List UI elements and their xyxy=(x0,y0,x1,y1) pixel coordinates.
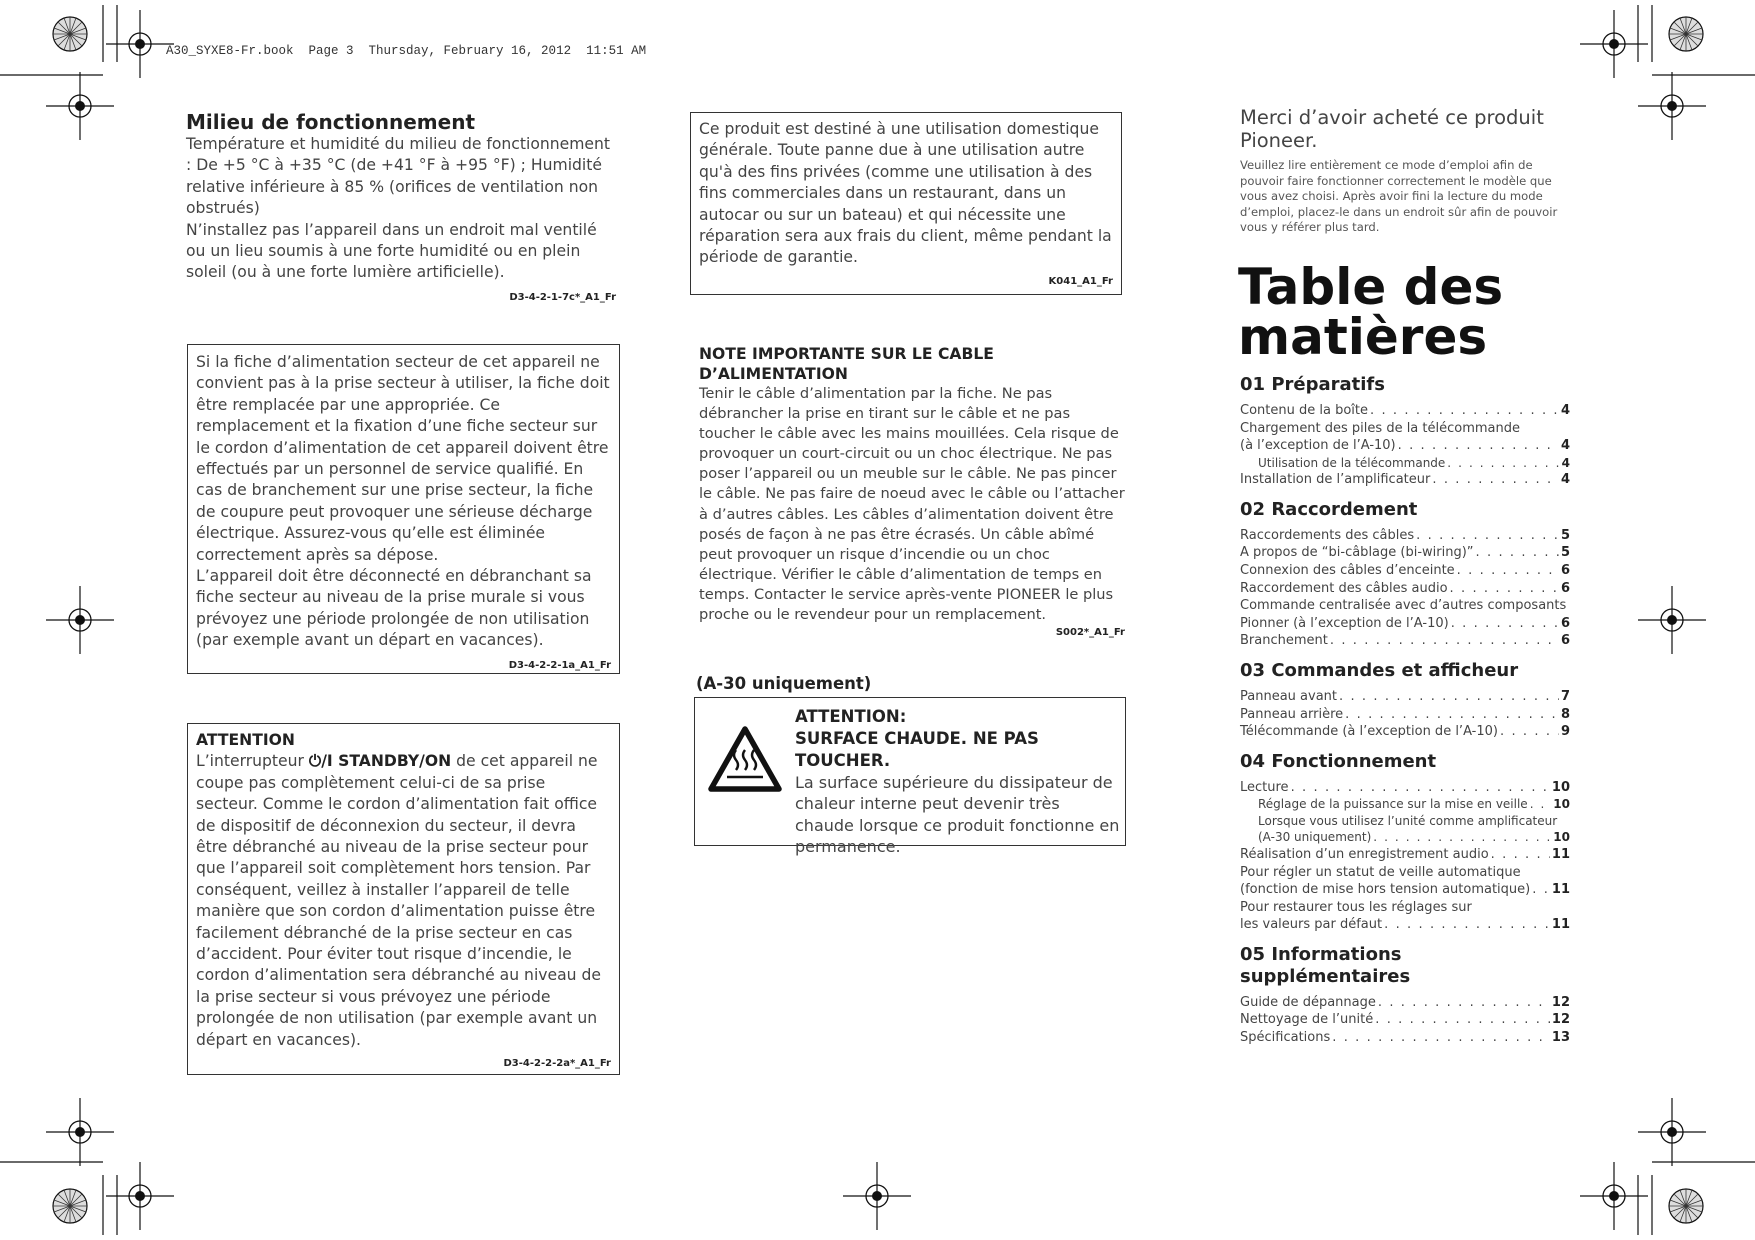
toc-entry-label: Connexion des câbles d’enceinte xyxy=(1240,563,1455,579)
toc-page-number: 6 xyxy=(1560,615,1570,631)
text-before: L’interrupteur xyxy=(196,752,309,771)
toc-section-title: 04 Fonctionnement xyxy=(1240,750,1437,772)
power-cable-note xyxy=(699,344,1125,638)
toc-entry[interactable] xyxy=(1240,1011,1570,1029)
toc-entry[interactable] xyxy=(1240,779,1570,797)
reference-code: S002*_A1_Fr xyxy=(1055,627,1125,639)
toc-entry[interactable] xyxy=(1240,402,1570,420)
table-of-contents xyxy=(1240,374,1570,1057)
paragraph: Température et humidité du milieu de fonctionnement : De +5 °C à +35 °C (de +41 °F à +95 °F) ; Humidité relative inférieure à 85 % (orifices de ventilation non obstrués) xyxy=(186,135,611,218)
hot-surface-text xyxy=(795,706,1120,858)
toc-entry[interactable] xyxy=(1240,544,1570,562)
toc-entry[interactable] xyxy=(1240,615,1570,633)
toc-section xyxy=(1240,660,1570,741)
reference-code: D3-4-2-2-2a*_A1_Fr xyxy=(503,1058,611,1070)
toc-entry-label: Pionner (à l’exception de l’A-10) xyxy=(1240,615,1449,631)
toc-page-number: 11 xyxy=(1551,917,1570,933)
toc-entry[interactable] xyxy=(1240,527,1570,545)
toc-entry-line[interactable]: Pour restaurer tous les réglages sur xyxy=(1240,899,1472,915)
toc-section xyxy=(1240,944,1570,1047)
toc-page-number: 6 xyxy=(1560,580,1570,596)
toc-entry-label: Contenu de la boîte xyxy=(1240,403,1368,418)
intro-lead: Merci d’avoir acheté ce produit Pioneer. xyxy=(1240,106,1544,152)
toc-page-number: 9 xyxy=(1560,724,1570,740)
paragraph: N’installez pas l’appareil dans un endroit mal ventilé ou un lieu soumis à une forte humidité ou en plein soleil (ou à une forte lumière artificielle). xyxy=(186,220,597,282)
toc-page-number: 6 xyxy=(1560,633,1570,649)
toc-page-number: 10 xyxy=(1553,830,1570,845)
toc-entry[interactable] xyxy=(1240,994,1570,1012)
a30-only-heading: (A-30 uniquement) xyxy=(696,674,872,693)
plug-warning-box xyxy=(187,344,620,674)
toc-entry-label: Raccordement des câbles audio xyxy=(1240,580,1448,596)
toc-entry-label: Branchement xyxy=(1240,633,1328,649)
toc-subentry[interactable] xyxy=(1240,829,1570,846)
print-header: A30_SYXE8-Fr.book Page 3 Thursday, February 16, 2012 11:51 AM xyxy=(166,44,647,58)
toc-title xyxy=(1238,258,1568,366)
toc-entry-label: (à l’exception de l’A-10) xyxy=(1240,438,1396,454)
toc-entry-label: Raccordements des câbles xyxy=(1240,527,1415,543)
toc-section xyxy=(1240,751,1570,934)
toc-entry-label: Panneau avant xyxy=(1240,689,1337,705)
paragraph xyxy=(196,751,611,1051)
toc-entry-line[interactable]: Chargement des piles de la télécommande xyxy=(1240,420,1520,436)
toc-entry-line[interactable]: Pour régler un statut de veille automatique xyxy=(1240,864,1521,880)
toc-page-number: 11 xyxy=(1551,882,1570,898)
text-after: de cet appareil ne coupe pas complètement celui-ci de sa prise secteur. Comme le cordon d’alimentation fait office de dispositif de déconnexion du secteur, il devra être débranché au niveau de la prise secteur pour que l’appareil soit complètement hors tension. Par conséquent, veillez à installer l’appareil de telle manière que son cordon d’alimentation puisse être facilement débranché de la prise secteur en cas d’accident. Pour éviter tout risque d’incendie, le cordon d’alimentation sera débranché au niveau de la prise secteur si vous prévoyez une période prolongée de non utilisation (par exemple avant un départ en vacances). xyxy=(196,752,601,1049)
toc-entry[interactable] xyxy=(1240,471,1570,489)
section-title: Milieu de fonctionnement xyxy=(186,110,476,134)
toc-entry-label: Nettoyage de l’unité xyxy=(1240,1012,1374,1028)
toc-section-title: 05 Informations supplémentaires xyxy=(1240,943,1411,987)
toc-page-number: 7 xyxy=(1560,689,1570,705)
standby-switch-label: ⏻/I STANDBY/ON xyxy=(308,752,452,771)
toc-page-number: 6 xyxy=(1560,563,1570,579)
toc-entry-label: Réglage de la puissance sur la mise en veille xyxy=(1258,797,1528,812)
toc-entry[interactable] xyxy=(1240,706,1570,724)
toc-page-number: 4 xyxy=(1561,455,1570,470)
toc-page-number: 4 xyxy=(1560,403,1570,418)
section-milieu xyxy=(186,110,616,308)
toc-entry-label: Panneau arrière xyxy=(1240,706,1344,722)
intro-text: Veuillez lire entièrement ce mode d’emploi afin de pouvoir faire fonctionner correctement le modèle que vous avez choisi. Après avoir fini la lecture du mode d’emploi, placez-le dans un endroit sûr afin de pouvoir vous y référer plus tard. xyxy=(1240,158,1558,235)
paragraph: Tenir le câble d’alimentation par la fiche. Ne pas débrancher la prise en tirant sur le câble et ne pas toucher le câble avec les mains mouillées. Cela risque de provoquer un court-circuit ou un choc électrique. Ne pas poser l’appareil ou un meuble sur le câble. Ne pas pincer le câble. Ne pas faire de noeud avec le câble ou l’attacher à d’autres câbles. Les câbles d’alimentation doivent être posés de façon à ne pas être écrasés. Un câble abîmé peut provoquer un risque d’incendie ou un choc électrique. Vérifier le câble d’alimentation de temps en temps. Contacter le service après-vente PIONEER le plus proche ou le revendeur pour un remplacement. xyxy=(699,385,1125,624)
paragraph: Ce produit est destiné à une utilisation domestique générale. Toute panne due à une utilisation autre qu'à des fins privées (comme une utilisation à des fins commerciales dans un restaurant, dans un autocar ou sur un bateau) et qui nécessite une réparation sera aux frais du client, même pendant la période de garantie. xyxy=(699,120,1112,267)
toc-entry[interactable] xyxy=(1240,437,1570,455)
toc-entry-label: A propos de “bi-câblage (bi-wiring)” xyxy=(1240,545,1474,561)
toc-page-number: 5 xyxy=(1560,545,1570,561)
toc-title-line-1: Table des xyxy=(1238,258,1504,316)
toc-section xyxy=(1240,374,1570,489)
toc-page-number: 12 xyxy=(1551,1012,1570,1028)
reference-code: D3-4-2-2-1a_A1_Fr xyxy=(508,659,611,671)
paragraph: L’appareil doit être déconnecté en débranchant sa fiche secteur au niveau de la prise murale si vous prévoyez une période prolongée de non utilisation (par exemple avant un départ en vacances). xyxy=(196,567,592,650)
toc-entry-label: Guide de dépannage xyxy=(1240,994,1376,1010)
attention-box xyxy=(187,723,620,1075)
toc-page-number: 8 xyxy=(1560,706,1570,722)
toc-entry[interactable] xyxy=(1240,1029,1570,1047)
hot-surface-warning-icon xyxy=(707,724,783,794)
toc-section-title: 03 Commandes et afficheur xyxy=(1240,660,1519,682)
hot-surface-box xyxy=(694,697,1126,857)
toc-subentry-line[interactable]: Lorsque vous utilisez l’unité comme amplificateur xyxy=(1258,813,1558,828)
toc-entry-label: Utilisation de la télécommande xyxy=(1258,455,1446,470)
toc-entry[interactable] xyxy=(1240,632,1570,650)
toc-entry[interactable] xyxy=(1240,562,1570,580)
toc-entry[interactable] xyxy=(1240,723,1570,741)
toc-subentry[interactable] xyxy=(1240,796,1570,813)
attention-title: ATTENTION xyxy=(196,731,295,749)
toc-entry-label: Lecture xyxy=(1240,779,1289,795)
toc-entry-label: (fonction de mise hors tension automatique) xyxy=(1240,882,1531,898)
toc-entry[interactable] xyxy=(1240,688,1570,706)
toc-page-number: 11 xyxy=(1551,846,1570,862)
paragraph: La surface supérieure du dissipateur de chaleur interne peut devenir très chaude lorsque ce produit fonctionne en permanence. xyxy=(795,773,1120,857)
toc-entry[interactable] xyxy=(1240,846,1570,864)
toc-entry[interactable] xyxy=(1240,580,1570,598)
toc-page-number: 4 xyxy=(1560,472,1570,488)
attention-label: ATTENTION: xyxy=(795,707,907,726)
toc-page-number: 13 xyxy=(1551,1030,1570,1046)
toc-entry[interactable] xyxy=(1240,881,1570,899)
paragraph: Si la fiche d’alimentation secteur de cet appareil ne convient pas à la prise secteur à utiliser, la fiche doit être remplacée par une appropriée. Ce remplacement et la fixation d’une fiche secteur sur le cordon d’alimentation de cet appareil doivent être effectués par un personnel de service qualifié. En cas de branchement sur une prise secteur, la fiche de coupure peut provoquer une sérieuse décharge électrique. Assurez-vous qu’elle est éliminée correctement après sa dépose. xyxy=(196,353,610,564)
reference-code: K041_A1_Fr xyxy=(1048,275,1113,287)
toc-entry-label: Spécifications xyxy=(1240,1030,1331,1046)
toc-section-title: 02 Raccordement xyxy=(1240,498,1418,520)
toc-title-line-2: matières xyxy=(1238,308,1488,366)
toc-entry-line[interactable]: Commande centralisée avec d’autres composants xyxy=(1240,598,1567,614)
toc-subentry[interactable] xyxy=(1240,455,1570,472)
toc-page-number: 4 xyxy=(1560,438,1570,454)
toc-page-number: 12 xyxy=(1551,994,1570,1010)
toc-entry-label: Réalisation d’un enregistrement audio xyxy=(1240,846,1489,862)
toc-entry-label: Télécommande (à l’exception de l’A-10) xyxy=(1240,724,1498,740)
hot-surface-label: SURFACE CHAUDE. NE PAS TOUCHER. xyxy=(795,729,1039,770)
toc-page-number: 10 xyxy=(1551,779,1570,795)
note-title: NOTE IMPORTANTE SUR LE CABLE D’ALIMENTATION xyxy=(699,345,994,383)
toc-section xyxy=(1240,499,1570,650)
toc-entry-label: les valeurs par défaut xyxy=(1240,917,1383,933)
domestic-use-box xyxy=(690,112,1122,295)
toc-page-number: 5 xyxy=(1560,527,1570,543)
reference-code: D3-4-2-1-7c*_A1_Fr xyxy=(509,291,616,303)
intro xyxy=(1240,106,1570,236)
toc-page-number: 10 xyxy=(1553,797,1570,812)
toc-entry-label: Installation de l’amplificateur xyxy=(1240,472,1431,488)
toc-entry-label: (A-30 uniquement) xyxy=(1258,830,1372,845)
toc-entry[interactable] xyxy=(1240,916,1570,934)
toc-section-title: 01 Préparatifs xyxy=(1240,374,1385,395)
